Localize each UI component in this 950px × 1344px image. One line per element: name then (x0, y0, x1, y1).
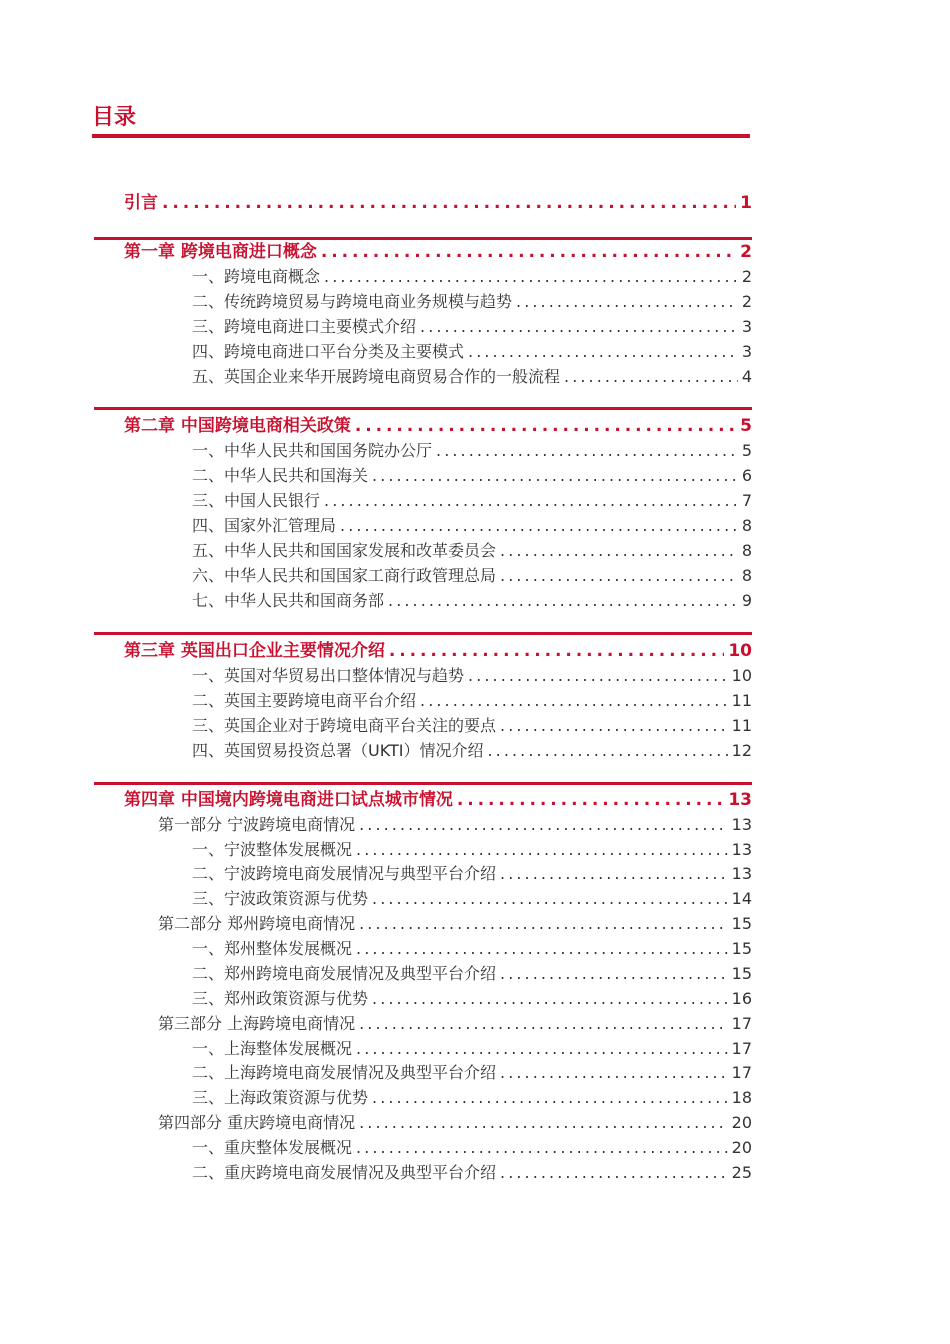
toc-entry-label: 一、跨境电商概念 (192, 267, 321, 286)
toc-page-number: 15 (731, 939, 752, 958)
toc-entry-chapter-4[interactable] (124, 788, 752, 812)
dot-leader (468, 664, 728, 688)
toc-entry-chapter-1[interactable] (124, 240, 752, 264)
toc-page-number: 25 (731, 1163, 752, 1182)
dot-leader (436, 439, 738, 463)
toc-entry[interactable] (192, 1037, 752, 1061)
toc-entry-label: 一、中华人民共和国国务院办公厅 (192, 441, 433, 460)
toc-page-number: 14 (731, 889, 752, 908)
toc-page-number: 15 (731, 914, 752, 933)
toc-entry[interactable] (192, 838, 752, 862)
dot-leader (359, 912, 728, 936)
dot-leader (500, 539, 738, 563)
toc-page-number: 8 (741, 541, 752, 560)
toc-entry[interactable] (192, 887, 752, 911)
toc-page-number: 16 (731, 989, 752, 1008)
toc-entry-part[interactable] (158, 1111, 752, 1135)
toc-entry[interactable] (192, 987, 752, 1011)
toc-entry-label: 二、英国主要跨境电商平台介绍 (192, 691, 417, 710)
toc-entry-intro[interactable] (124, 191, 752, 215)
toc-entry-label: 一、重庆整体发展概况 (192, 1138, 353, 1157)
toc-page-number: 2 (740, 242, 752, 262)
toc-page-number: 5 (740, 416, 752, 436)
toc-page-number: 2 (741, 267, 752, 286)
dot-leader (500, 1061, 728, 1085)
toc-entry-label: 一、英国对华贸易出口整体情况与趋势 (192, 666, 465, 685)
toc-entry-part[interactable] (158, 912, 752, 936)
toc-entry[interactable] (192, 962, 752, 986)
toc-entry-label: 引言 (124, 193, 158, 213)
toc-entry-label: 五、英国企业来华开展跨境电商贸易合作的一般流程 (192, 367, 561, 386)
toc-entry-label: 第四部分 重庆跨境电商情况 (158, 1113, 356, 1132)
toc-page-number: 10 (731, 666, 752, 685)
dot-leader (340, 514, 738, 538)
toc-entry-chapter-3[interactable] (124, 639, 752, 663)
toc-entry-label: 七、中华人民共和国商务部 (192, 591, 385, 610)
toc-entry-label: 第三部分 上海跨境电商情况 (158, 1014, 356, 1033)
dot-leader (500, 962, 728, 986)
toc-entry-label: 第二部分 郑州跨境电商情况 (158, 914, 356, 933)
dot-leader (372, 887, 728, 911)
toc-entry-part[interactable] (158, 1012, 752, 1036)
toc-entry-label: 第三章 英国出口企业主要情况介绍 (124, 641, 385, 661)
dot-leader (468, 340, 738, 364)
toc-entry-label: 第二章 中国跨境电商相关政策 (124, 416, 351, 436)
chapter-divider (94, 632, 752, 635)
toc-entry[interactable] (192, 1136, 752, 1160)
toc-entry-chapter-2[interactable] (124, 414, 752, 438)
dot-leader (356, 1037, 728, 1061)
dot-leader (356, 937, 728, 961)
toc-entry-label: 第四章 中国境内跨境电商进口试点城市情况 (124, 790, 453, 810)
toc-page-number: 18 (731, 1088, 752, 1107)
toc-page-number: 7 (741, 491, 752, 510)
toc-entry[interactable] (192, 589, 752, 613)
dot-leader (389, 639, 724, 663)
toc-entry-label: 二、上海跨境电商发展情况及典型平台介绍 (192, 1063, 497, 1082)
toc-page-number: 17 (731, 1063, 752, 1082)
toc-page-number: 5 (741, 441, 752, 460)
dot-leader (359, 1012, 728, 1036)
toc-entry-label: 二、传统跨境贸易与跨境电商业务规模与趋势 (192, 292, 513, 311)
toc-page-number: 4 (741, 367, 752, 386)
toc-page-number: 13 (731, 840, 752, 859)
dot-leader (516, 290, 738, 314)
dot-leader (162, 191, 736, 215)
toc-entry[interactable] (192, 340, 752, 364)
dot-leader (372, 1086, 728, 1110)
dot-leader (457, 788, 724, 812)
toc-entry[interactable] (192, 265, 752, 289)
toc-entry-label: 二、宁波跨境电商发展情况与典型平台介绍 (192, 864, 497, 883)
toc-entry[interactable] (192, 539, 752, 563)
toc-entry[interactable] (192, 365, 752, 389)
toc-page-number: 20 (731, 1113, 752, 1132)
toc-entry-label: 六、中华人民共和国国家工商行政管理总局 (192, 566, 497, 585)
toc-entry[interactable] (192, 315, 752, 339)
toc-page-number: 13 (731, 864, 752, 883)
toc-page-number: 2 (741, 292, 752, 311)
toc-entry[interactable] (192, 937, 752, 961)
toc-entry-label: 一、上海整体发展概况 (192, 1039, 353, 1058)
toc-entry[interactable] (192, 439, 752, 463)
dot-leader (500, 1161, 728, 1185)
toc-entry[interactable] (192, 290, 752, 314)
dot-leader (356, 1136, 728, 1160)
toc-page-number: 13 (731, 815, 752, 834)
toc-page-number: 8 (741, 516, 752, 535)
toc-entry-label: 四、英国贸易投资总署（UKTI）情况介绍 (192, 741, 484, 760)
dot-leader (355, 414, 736, 438)
toc-entry-label: 二、郑州跨境电商发展情况及典型平台介绍 (192, 964, 497, 983)
toc-entry-label: 第一部分 宁波跨境电商情况 (158, 815, 356, 834)
toc-entry-label: 一、宁波整体发展概况 (192, 840, 353, 859)
toc-entry[interactable] (192, 739, 752, 763)
toc-entry-label: 四、跨境电商进口平台分类及主要模式 (192, 342, 465, 361)
dot-leader (356, 838, 728, 862)
toc-entry[interactable] (192, 689, 752, 713)
toc-entry[interactable] (192, 514, 752, 538)
toc-entry-label: 一、郑州整体发展概况 (192, 939, 353, 958)
toc-page-number: 3 (741, 317, 752, 336)
toc-page-number: 15 (731, 964, 752, 983)
dot-leader (324, 489, 738, 513)
chapter-divider (94, 407, 752, 410)
toc-entry[interactable] (192, 1061, 752, 1085)
dot-leader (487, 739, 727, 763)
toc-entry-label: 三、跨境电商进口主要模式介绍 (192, 317, 417, 336)
chapter-divider (94, 782, 752, 785)
toc-entry[interactable] (192, 862, 752, 886)
toc-page-number: 1 (740, 193, 752, 213)
toc-entry-label: 三、郑州政策资源与优势 (192, 989, 369, 1008)
toc-page-number: 6 (741, 466, 752, 485)
toc-title: 目录 (92, 105, 137, 130)
toc-page-number: 9 (741, 591, 752, 610)
dot-leader (321, 240, 736, 264)
toc-entry-label: 五、中华人民共和国国家发展和改革委员会 (192, 541, 497, 560)
toc-page-number: 11 (731, 716, 752, 735)
toc-entry[interactable] (192, 1161, 752, 1185)
dot-leader (420, 315, 738, 339)
toc-entry-label: 三、英国企业对于跨境电商平台关注的要点 (192, 716, 497, 735)
toc-entry[interactable] (192, 664, 752, 688)
dot-leader (420, 689, 728, 713)
toc-page-number: 13 (728, 790, 752, 810)
dot-leader (388, 589, 738, 613)
dot-leader (500, 714, 728, 738)
toc-entry[interactable] (192, 489, 752, 513)
toc-page-number: 17 (731, 1014, 752, 1033)
toc-page-number: 8 (741, 566, 752, 585)
dot-leader (372, 464, 738, 488)
dot-leader (564, 365, 738, 389)
toc-entry[interactable] (192, 714, 752, 738)
toc-entry-label: 三、宁波政策资源与优势 (192, 889, 369, 908)
dot-leader (372, 987, 728, 1011)
dot-leader (359, 1111, 728, 1135)
toc-entry[interactable] (192, 1086, 752, 1110)
toc-entry-label: 二、中华人民共和国海关 (192, 466, 369, 485)
toc-entry-label: 四、国家外汇管理局 (192, 516, 337, 535)
dot-leader (500, 564, 738, 588)
toc-page-number: 17 (731, 1039, 752, 1058)
toc-entry[interactable] (192, 464, 752, 488)
title-divider (92, 134, 750, 138)
toc-entry-label: 三、上海政策资源与优势 (192, 1088, 369, 1107)
dot-leader (359, 813, 728, 837)
toc-page-number: 3 (741, 342, 752, 361)
toc-page-number: 20 (731, 1138, 752, 1157)
toc-page-number: 12 (731, 741, 752, 760)
toc-entry-label: 二、重庆跨境电商发展情况及典型平台介绍 (192, 1163, 497, 1182)
dot-leader (500, 862, 728, 886)
toc-page-number: 10 (728, 641, 752, 661)
toc-entry-label: 三、中国人民银行 (192, 491, 321, 510)
toc-page-number: 11 (731, 691, 752, 710)
toc-entry[interactable] (192, 564, 752, 588)
dot-leader (324, 265, 738, 289)
toc-entry-part[interactable] (158, 813, 752, 837)
toc-entry-label: 第一章 跨境电商进口概念 (124, 242, 317, 262)
